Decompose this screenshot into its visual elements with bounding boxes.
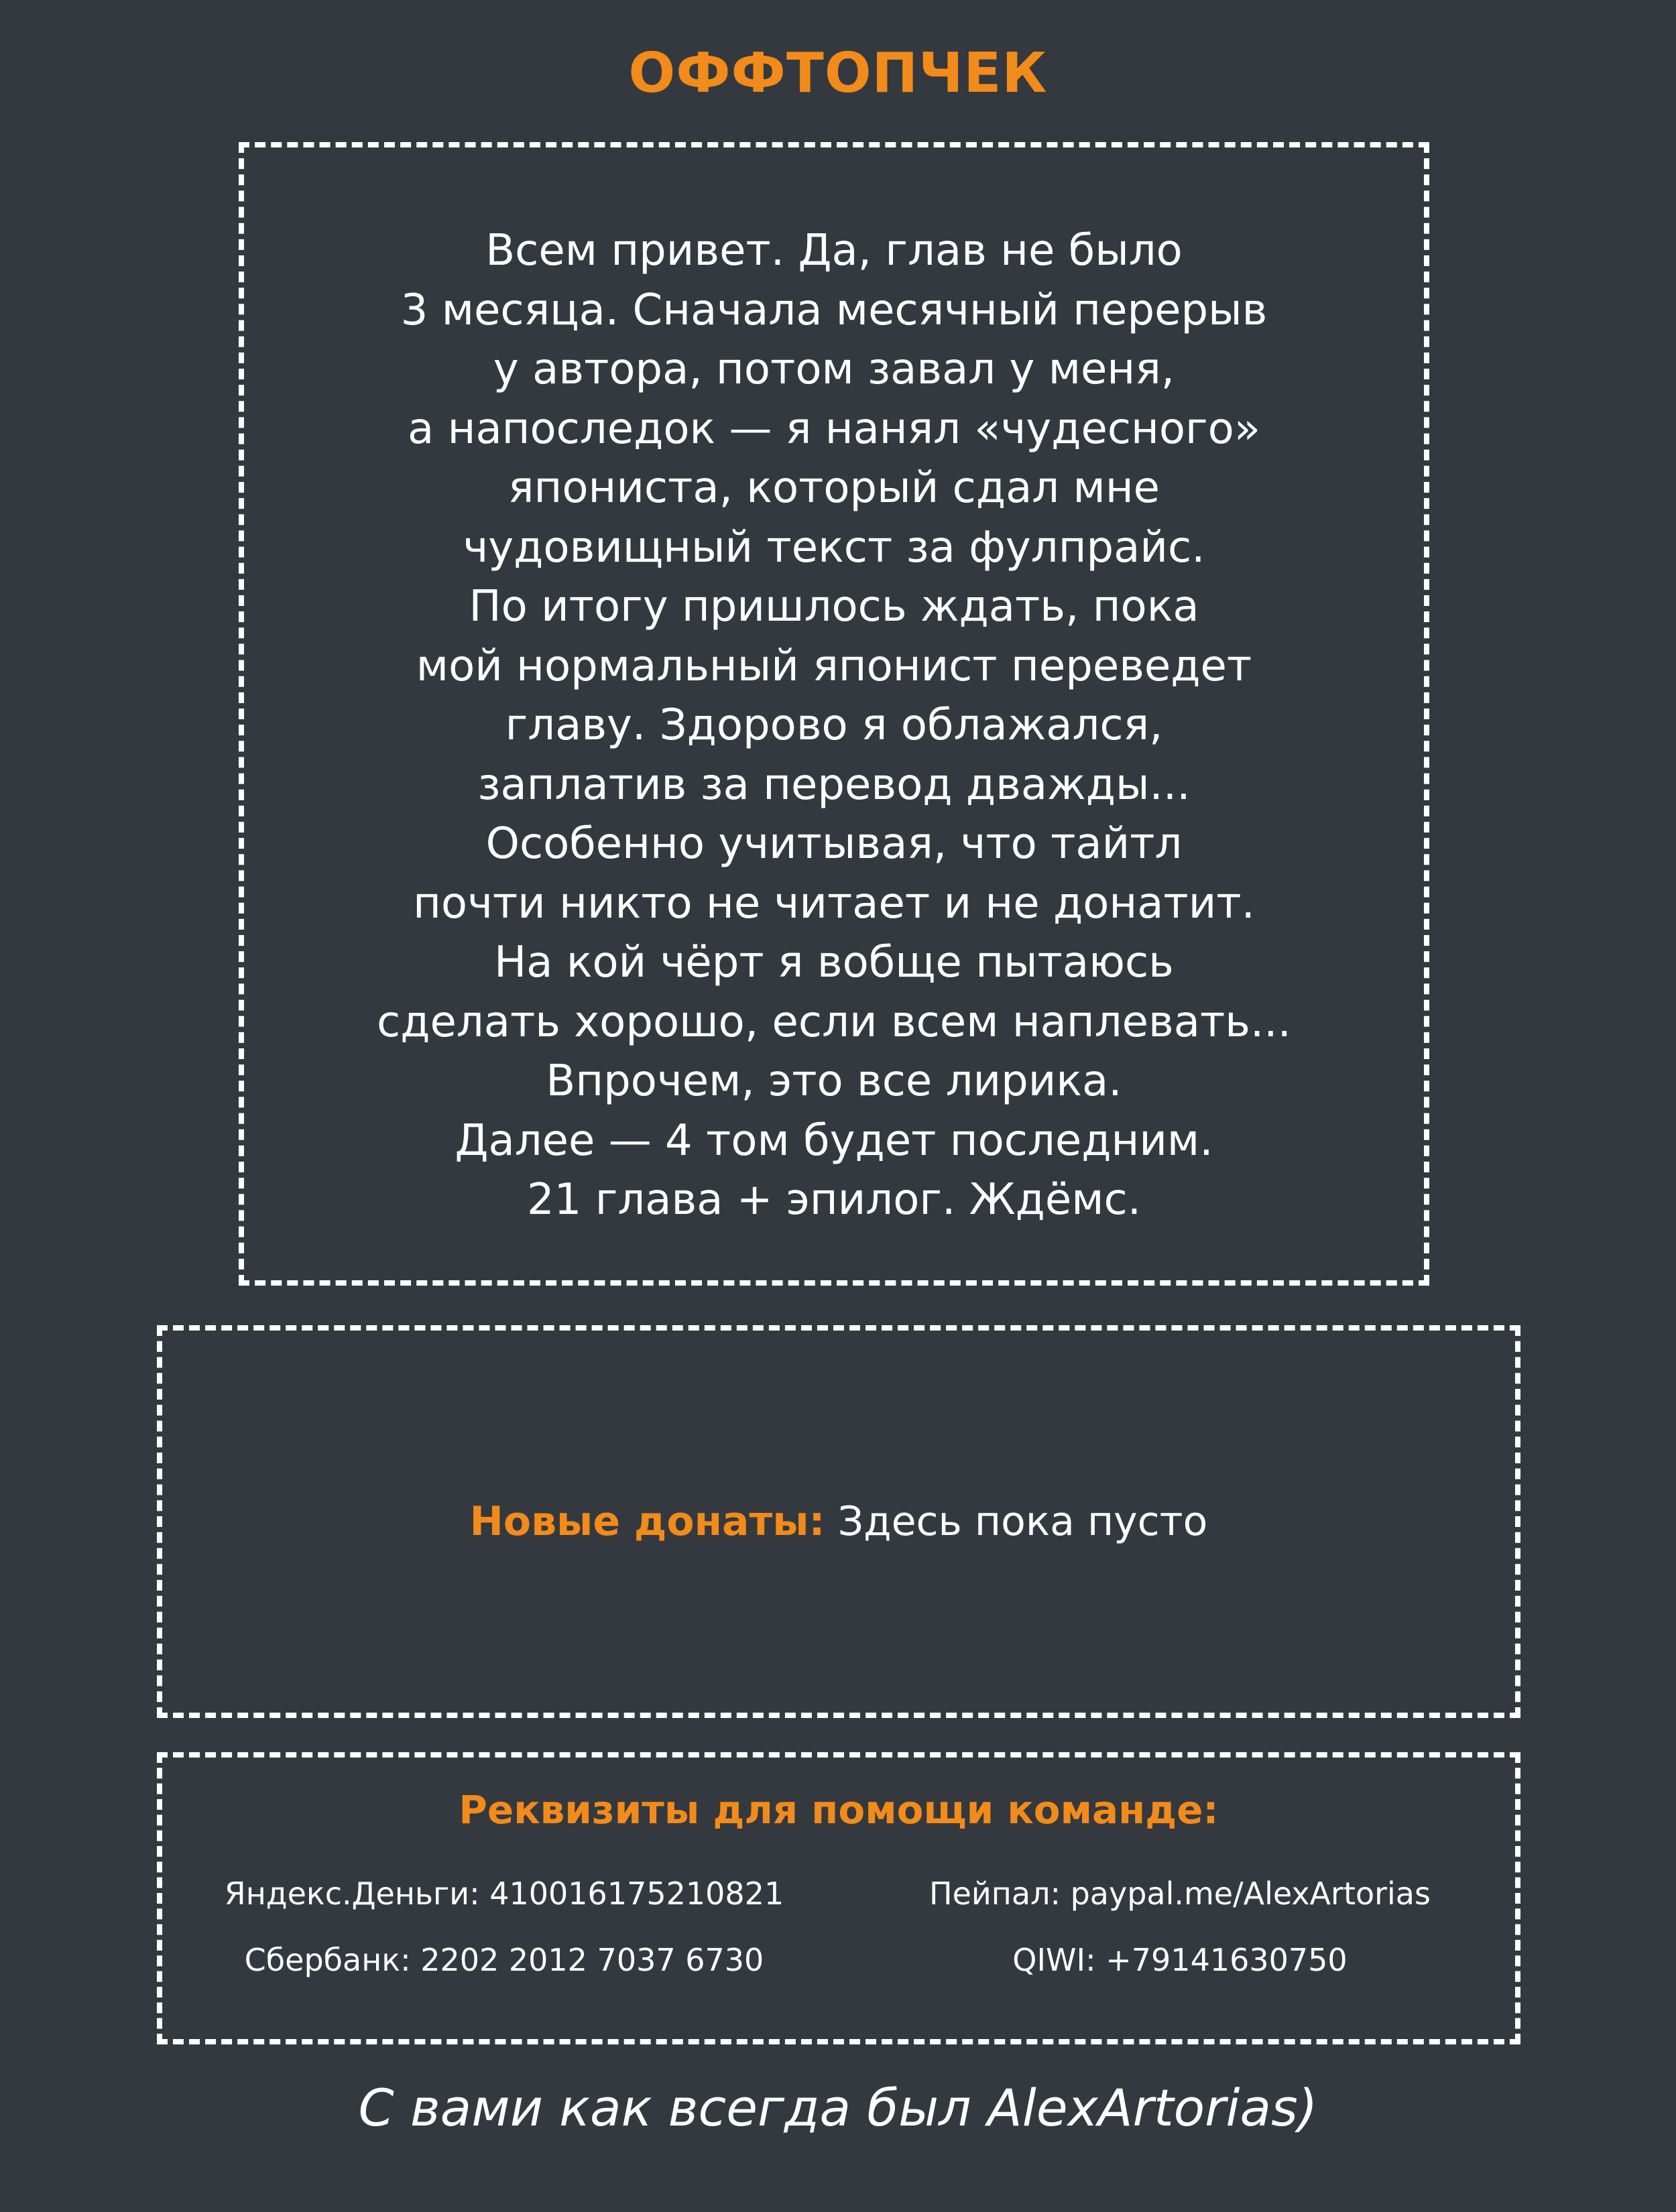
message-line: На кой чёрт я вобще пытаюсь [494, 938, 1174, 987]
donations-label: Новые донаты: [469, 1498, 825, 1545]
message-line: у автора, потом завал у меня, [493, 345, 1175, 394]
yandex-money-requisite: Яндекс.Деньги: 410016175210821 [224, 1876, 784, 1912]
message-line: а напоследок — я нанял «чудесного» [408, 404, 1260, 454]
donations-box [157, 1325, 1520, 1718]
message-line: 21 глава + эпилог. Ждёмс. [526, 1175, 1142, 1225]
message-line: По итогу пришлось ждать, пока [469, 582, 1199, 631]
requisites-title: Реквизиты для помощи команде: [459, 1787, 1219, 1833]
message-text [244, 221, 1424, 1230]
message-line: япониста, который сдал мне [507, 463, 1160, 513]
message-line: Впрочем, это все лирика. [546, 1056, 1122, 1106]
qiwi-requisite: QIWI: +79141630750 [1012, 1942, 1348, 1978]
message-box [239, 142, 1429, 1286]
message-line: заплатив за перевод дважды... [477, 759, 1191, 810]
message-line: 3 месяца. Сначала месячный перерыв [400, 285, 1268, 335]
message-line: Всем привет. Да, глав не было [485, 226, 1183, 275]
message-line: чудовищный текст за фулпрайс. [463, 522, 1205, 572]
message-line: Особенно учитывая, что тайтл [485, 819, 1183, 869]
donations-value: Здесь пока пусто [825, 1498, 1208, 1545]
paypal-requisite: Пейпал: paypal.me/AlexArtorias [929, 1876, 1431, 1912]
message-line: мой нормальный японист переведет [416, 641, 1252, 691]
message-line: главу. Здорово я облажался, [505, 700, 1163, 750]
signature: С вами как всегда был AlexArtorias) [358, 2078, 1318, 2138]
message-line: Далее — 4 том будет последним. [455, 1115, 1213, 1166]
message-line: почти никто не читает и не донатит. [413, 878, 1255, 928]
donations-line [162, 1498, 1515, 1545]
requisites-box [157, 1752, 1520, 2044]
page-title: ОФФТОПЧЕК [628, 42, 1048, 105]
message-line: сделать хорошо, если всем наплевать... [377, 997, 1291, 1047]
sberbank-requisite: Сбербанк: 2202 2012 7037 6730 [244, 1942, 764, 1978]
